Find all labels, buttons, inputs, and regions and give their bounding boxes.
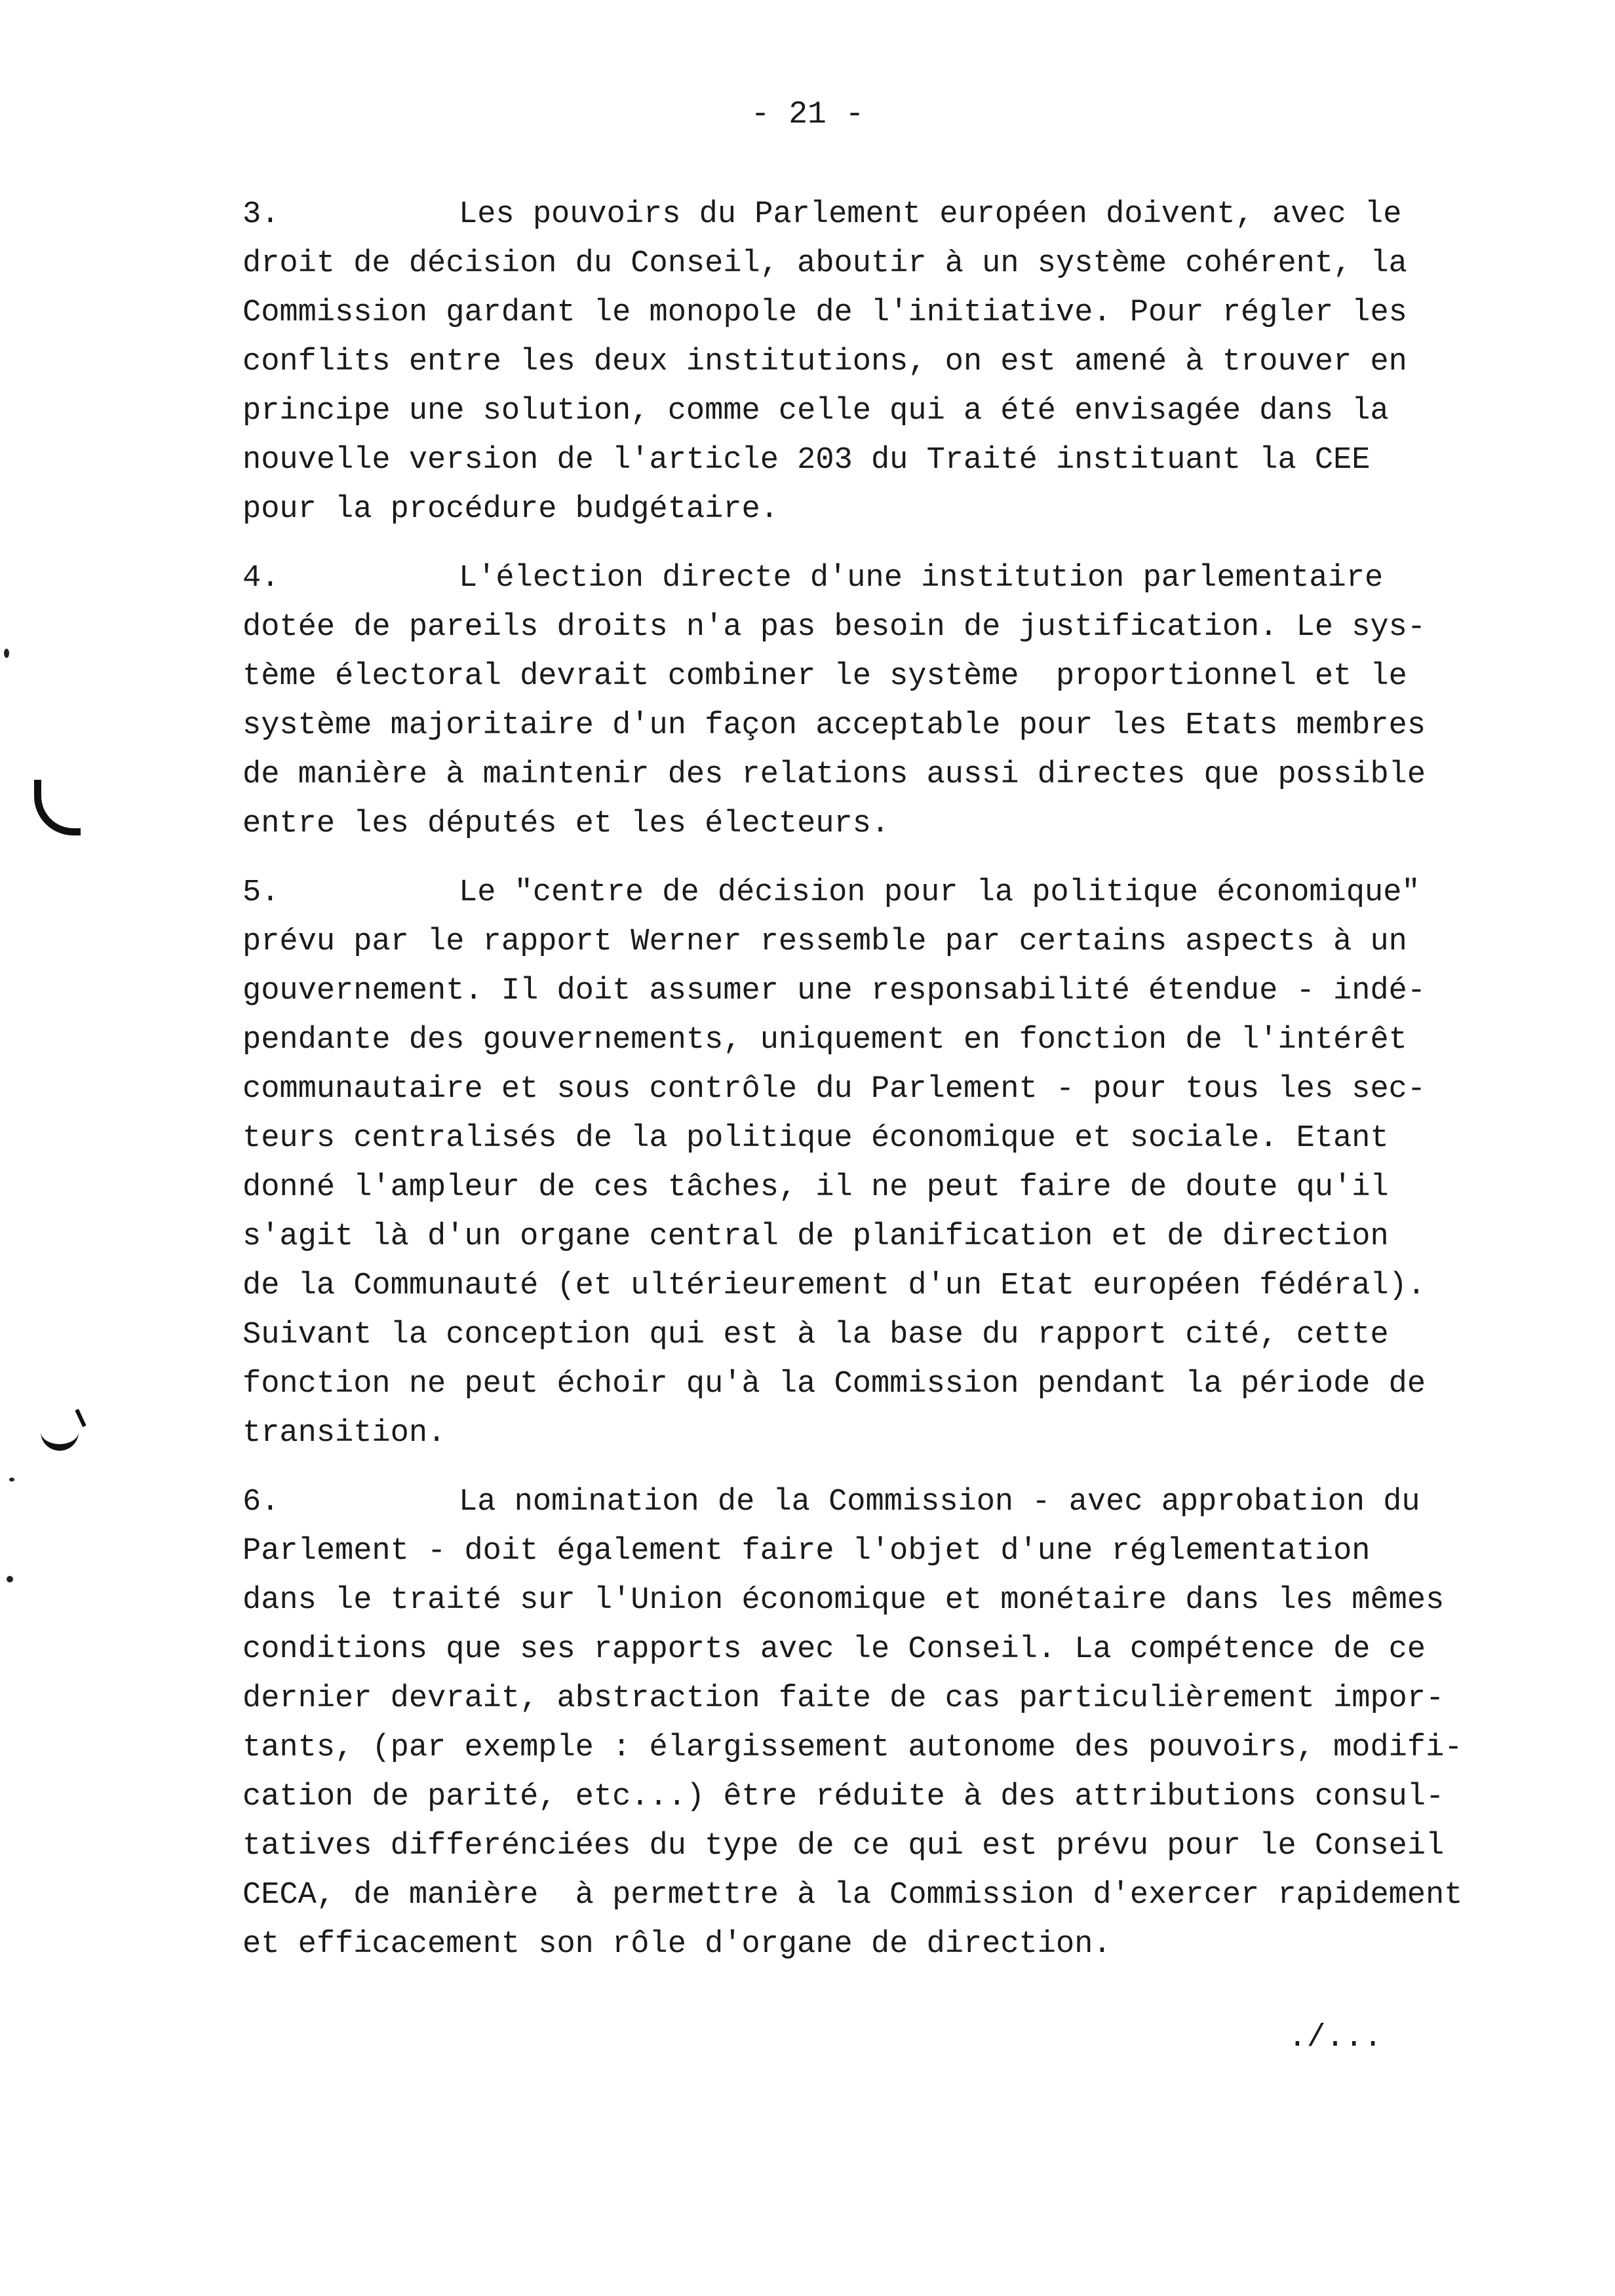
paragraph-line: communautaire et sous contrôle du Parlement - pour tous les sec- <box>243 1072 1426 1107</box>
paragraph-line: conflits entre les deux institutions, on est amené à trouver en <box>243 345 1407 379</box>
paragraph-line: dernier devrait, abstraction faite de cas particulièrement impor- <box>243 1681 1445 1716</box>
paragraph-line: 4. L'élection directe d'une institution parlementaire <box>243 554 1547 603</box>
paragraph-line: cation de parité, etc...) être réduite à des attributions consul- <box>243 1780 1445 1814</box>
paragraph-line: dotée de pareils droits n'a pas besoin de justification. Le sys- <box>243 610 1426 645</box>
paragraph-line: Suivant la conception qui est à la base du rapport cité, cette <box>243 1318 1389 1352</box>
paragraph-line: tants, (par exemple : élargissement autonome des pouvoirs, modifi- <box>243 1731 1463 1765</box>
paragraph-line: tatives differénciées du type de ce qui est prévu pour le Conseil <box>243 1829 1445 1864</box>
paragraph-line: CECA, de manière à permettre à la Commission d'exercer rapidement <box>243 1878 1463 1913</box>
paragraph-line: s'agit là d'un organe central de planification et de direction <box>243 1219 1389 1254</box>
paragraph-line: 6. La nomination de la Commission - avec approbation du <box>243 1478 1547 1527</box>
paragraph-line: système majoritaire d'un façon acceptable pour les Etats membres <box>243 708 1426 743</box>
paragraph-line: dans le traité sur l'Union économique et monétaire dans les mêmes <box>243 1583 1445 1618</box>
punch-hole-mark <box>34 780 81 835</box>
paragraph-line: conditions que ses rapports avec le Conseil. La compétence de ce <box>243 1632 1426 1667</box>
paragraph-line: prévu par le rapport Werner ressemble par certains aspects à un <box>243 925 1407 959</box>
margin-speck <box>9 1478 14 1482</box>
paragraph-number: 6. <box>243 1485 280 1520</box>
margin-speck <box>4 649 9 658</box>
paragraph-line: 3. Les pouvoirs du Parlement européen doivent, avec le <box>243 190 1547 239</box>
punch-hole-mark <box>41 1414 79 1451</box>
paragraph-line: teurs centralisés de la politique économique et sociale. Etant <box>243 1121 1389 1156</box>
paragraph-line: droit de décision du Conseil, aboutir à un système cohérent, la <box>243 246 1407 281</box>
paragraph-line: fonction ne peut échoir qu'à la Commission pendant la période de <box>243 1367 1426 1402</box>
paragraph-3 <box>243 190 1547 534</box>
paragraph-4 <box>243 554 1547 849</box>
paragraph-line: tème électoral devrait combiner le système proportionnel et le <box>243 659 1407 694</box>
paragraph-number: 3. <box>243 197 280 232</box>
paragraph-line: Parlement - doit également faire l'objet d'une réglementation <box>243 1534 1371 1569</box>
paragraph-line: donné l'ampleur de ces tâches, il ne peut faire de doute qu'il <box>243 1170 1389 1205</box>
paragraph-line: Commission gardant le monopole de l'initiative. Pour régler les <box>243 296 1407 330</box>
paragraph-line: de la Communauté (et ultérieurement d'un Etat européen fédéral). <box>243 1269 1426 1303</box>
margin-speck <box>7 1576 13 1582</box>
paragraph-6 <box>243 1478 1547 1969</box>
paragraph-line: nouvelle version de l'article 203 du Traité instituant la CEE <box>243 443 1371 478</box>
paragraph-line: pour la procédure budgétaire. <box>243 492 779 527</box>
paragraph-5 <box>243 868 1547 1458</box>
paragraph-line: entre les députés et les électeurs. <box>243 807 890 841</box>
continuation-marker: ./... <box>1288 2020 1383 2056</box>
paragraph-line: 5. Le "centre de décision pour la politique économique" <box>243 868 1547 917</box>
paragraph-number: 5. <box>243 875 280 910</box>
paragraph-line: principe une solution, comme celle qui a été envisagée dans la <box>243 394 1389 429</box>
paragraph-number: 4. <box>243 561 280 596</box>
page-number: - 21 - <box>750 97 865 132</box>
paragraph-line: pendante des gouvernements, uniquement en fonction de l'intérêt <box>243 1023 1407 1058</box>
paragraph-line: de manière à maintenir des relations aussi directes que possible <box>243 757 1426 792</box>
paragraph-line: et efficacement son rôle d'organe de direction. <box>243 1927 1112 1962</box>
paragraph-line: gouvernement. Il doit assumer une responsabilité étendue - indé- <box>243 974 1426 1008</box>
paragraph-line: transition. <box>243 1416 446 1451</box>
